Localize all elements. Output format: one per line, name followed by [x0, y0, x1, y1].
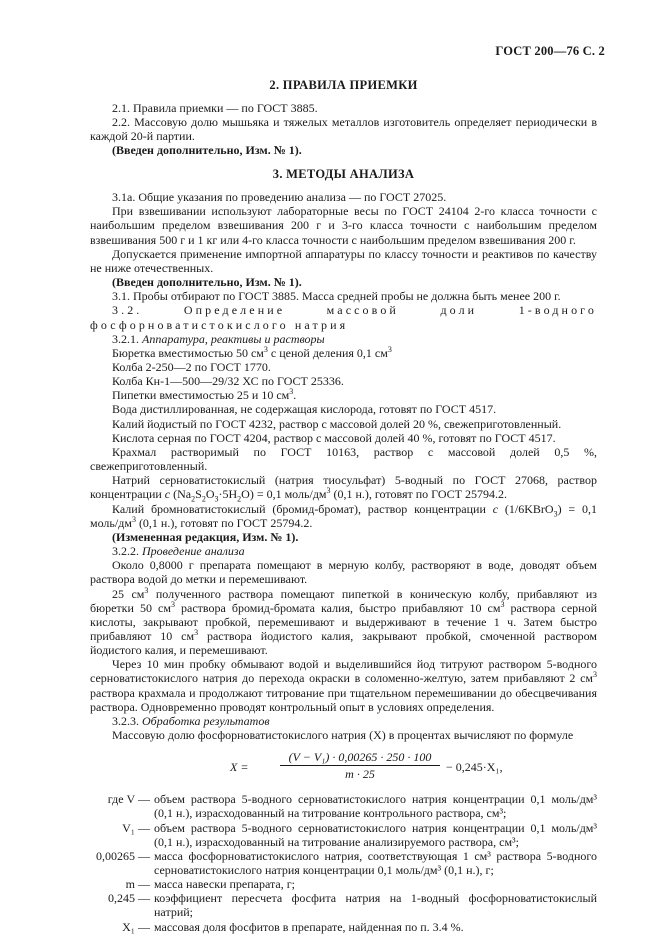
- paragraph-3-1: 3.1. Пробы отбирают по ГОСТ 3885. Масса средней пробы не должна быть менее 200 г.: [112, 289, 561, 304]
- subscript: 2: [201, 494, 206, 504]
- clause-title: Аппаратура, реактивы и растворы: [142, 331, 325, 346]
- list-starch: Крахмал растворимый по ГОСТ 10163, раствор с массовой долей 0,5 %, свежеприготовленный.: [90, 444, 597, 474]
- text: (0,1 н.), готовят по ГОСТ 25794.2.: [330, 487, 507, 502]
- superscript: 3: [289, 387, 294, 397]
- text: раствора крахмала и продолжают титрование при тщательном перемешивании до обесцвечивания раствора. Одновременно проводят контрольный опыт в условиях определения.: [90, 685, 597, 714]
- list-burette: [90, 346, 597, 360]
- formula-numerator: (V − V₁) · 0,00265 · 250 · 100: [280, 750, 440, 766]
- subscript: 2: [191, 494, 196, 504]
- legend-definition: масса фосфорноватистокислого натрия, соответствующая 1 см³ раствора 5-водного серноватистокислого натрия концентрации 0,1 моль/дм³ (0,1 н.), г;: [154, 848, 597, 877]
- list-thiosulfate: [90, 473, 597, 504]
- superscript: 3: [194, 627, 199, 637]
- legend-term: m —: [125, 877, 150, 892]
- formula-denominator: m · 25: [345, 767, 375, 782]
- legend-term: X₁ —: [122, 919, 150, 934]
- subscript: 2: [237, 494, 242, 504]
- clause-title: Обработка результатов: [142, 713, 270, 728]
- formula-fraction: [280, 750, 440, 781]
- text: S: [195, 487, 202, 502]
- text: раствора серной кислоты, закрывают пробкой, перемешивают и выдерживают в течение 1 ч. Затем быстро прибавляют 10 см: [90, 600, 598, 643]
- text: .: [293, 388, 297, 403]
- text: (0,1 н.), готовят по ГОСТ 25794.2.: [135, 515, 313, 530]
- superscript: 3: [387, 344, 392, 354]
- paragraph-3-2-3: [90, 714, 597, 728]
- superscript: 3: [326, 486, 331, 496]
- formula: [150, 750, 597, 784]
- legend-definition: масса навески препарата, г;: [154, 877, 295, 892]
- text: Пипетки вместимостью 25 и 10 см: [112, 388, 290, 403]
- subscript: 3: [214, 494, 219, 504]
- paragraph-weighing: При взвешивании используют лабораторные весы по ГОСТ 24104 2-го класса точности с наибольшим пределом взвешивания 200 г и 3-го класса точности с наибольшим пределом взвешивания 500 г и 1 кг или 4-го класса точности с наибольшим пределом взвешивания 200 г.: [90, 204, 597, 247]
- superscript: 3: [131, 514, 136, 524]
- legend-definition: объем раствора 5-водного серноватистокислого натрия концентрации 0,1 моль/дм³ (0,1 н.), израсходованный на титрование анализируемого раствора, см³;: [154, 820, 597, 849]
- list-sulfuric-acid: Кислота серная по ГОСТ 4204, раствор с массовой долей 40 %, готовят по ГОСТ 4517.: [112, 430, 556, 445]
- superscript: 3: [144, 585, 149, 595]
- clause-number: 3.2.3.: [112, 713, 139, 728]
- legend-term: где V —: [107, 792, 150, 807]
- clause-number: 3.2.1.: [112, 331, 139, 346]
- legend-definition: коэффициент пересчета фосфита натрия на 1-водный фосфорноватистокислый натрий;: [154, 891, 597, 920]
- section-3-title: 3. МЕТОДЫ АНАЛИЗА: [272, 167, 415, 182]
- list-water: Вода дистиллированная, не содержащая кислорода, готовят по ГОСТ 4517.: [112, 402, 497, 417]
- running-head: ГОСТ 200—76 С. 2: [495, 44, 605, 58]
- paragraph-titration: [90, 587, 597, 658]
- text: раствора йодистого калия, закрывают пробкой, смоченной раствором йодистого калия, и перемешивают.: [90, 628, 597, 658]
- page-content: [90, 76, 597, 934]
- paragraph-3-2-2: [90, 544, 597, 558]
- paragraph-3-1a: 3.1а. Общие указания по проведению анализа — по ГОСТ 27025.: [112, 190, 447, 205]
- formula-lhs: X =: [230, 760, 249, 775]
- paragraph-imported: Допускается применение импортной аппаратуры по классу точности и реактивов по качеству не ниже отечественных.: [90, 246, 597, 275]
- text: c: [492, 501, 499, 516]
- paragraph-3-2: 3.2. Определение массовой доли 1-водного фосфорноватистокислого натрия: [90, 303, 597, 332]
- list-bromide-bromate: [90, 502, 597, 530]
- superscript: 3: [170, 599, 175, 609]
- section-2-title: 2. ПРАВИЛА ПРИЕМКИ: [269, 78, 418, 92]
- formula-rhs: − 0,245·X₁,: [446, 760, 503, 775]
- paragraph-2-2: 2.2. Массовую долю мышьяка и тяжелых металлов изготовитель определяет периодически в каждой 20-й партии.: [90, 114, 597, 144]
- text: Натрий серноватистокислый (натрия тиосульфат) 5-водный по ГОСТ 27068, раствор концентрации: [90, 473, 597, 502]
- list-flask-1: Колба 2-250—2 по ГОСТ 1770.: [112, 360, 271, 374]
- text: с ценой деления 0,1 см: [267, 345, 388, 360]
- text: O) = 0,1 моль/дм: [241, 487, 327, 502]
- text: раствора бромид-бромата калия, быстро прибавляют 10 см: [174, 600, 501, 615]
- paragraph-3-2-1: [90, 332, 597, 346]
- legend-definition: объем раствора 5-водного серноватистокислого натрия концентрации 0,1 моль/дм³ (0,1 н.), израсходованный на титрование контрольного раствора, см³;: [154, 792, 597, 821]
- text: 25 см: [112, 586, 145, 601]
- subscript: 3: [553, 508, 558, 518]
- text: ) = 0,1 моль/дм: [90, 501, 597, 530]
- superscript: 3: [500, 599, 505, 609]
- paragraph-formula-intro: Массовую долю фосфорноватистокислого натрия (X) в процентах вычисляют по формуле: [112, 728, 574, 743]
- legend-definition: массовая доля фосфитов в препарате, найденная по п. 3.4 %.: [154, 919, 464, 934]
- text: O: [205, 487, 215, 502]
- list-potassium-iodide: Калий йодистый по ГОСТ 4232, раствор с массовой долей 20 %, свежеприготовленный.: [112, 416, 562, 431]
- text: Бюретка вместимостью 50 см: [112, 345, 264, 360]
- superscript: 3: [593, 670, 597, 680]
- paragraph-iodine: [90, 657, 597, 714]
- text: Калий бромноватистокислый (бромид-бромат), раствор концентрации: [112, 501, 493, 516]
- legend-term: 0,00265 —: [96, 848, 150, 863]
- amendment-note: (Введен дополнительно, Изм. № 1).: [112, 143, 302, 158]
- amendment-note: (Введен дополнительно, Изм. № 1).: [112, 275, 302, 290]
- text: (1/6KBrO: [498, 501, 554, 516]
- text: (Na: [170, 487, 192, 502]
- legend-term: V₁ —: [122, 820, 150, 835]
- text: Через 10 мин пробку обмывают водой и выделившийся йод титруют раствором 5-водного серноватистокислого натрия до перехода окраски в соломенно-желтую, затем прибавляют 2 см: [90, 657, 597, 686]
- list-flask-2: Колба Кн-1—500—29/32 ХС по ГОСТ 25336.: [112, 374, 344, 389]
- amendment-note: (Измененная редакция, Изм. № 1).: [112, 529, 299, 544]
- clause-number: 3.2.2.: [112, 544, 139, 559]
- text: c: [164, 487, 171, 502]
- list-pipette: [90, 388, 597, 402]
- text: ·5H: [218, 487, 238, 502]
- text: полученного раствора помещают пипеткой в коническую колбу, прибавляют из бюретки 50 см: [90, 586, 597, 615]
- legend-term: 0,245 —: [108, 891, 150, 906]
- paragraph-sample: Около 0,8000 г препарата помещают в мерную колбу, растворяют в воде, доводят объем раствора водой до метки и перемешивают.: [90, 558, 597, 587]
- clause-title: Проведение анализа: [142, 544, 245, 559]
- formula-legend: [90, 792, 597, 934]
- superscript: 3: [263, 344, 268, 354]
- paragraph-2-1: 2.1. Правила приемки — по ГОСТ 3885.: [112, 100, 318, 115]
